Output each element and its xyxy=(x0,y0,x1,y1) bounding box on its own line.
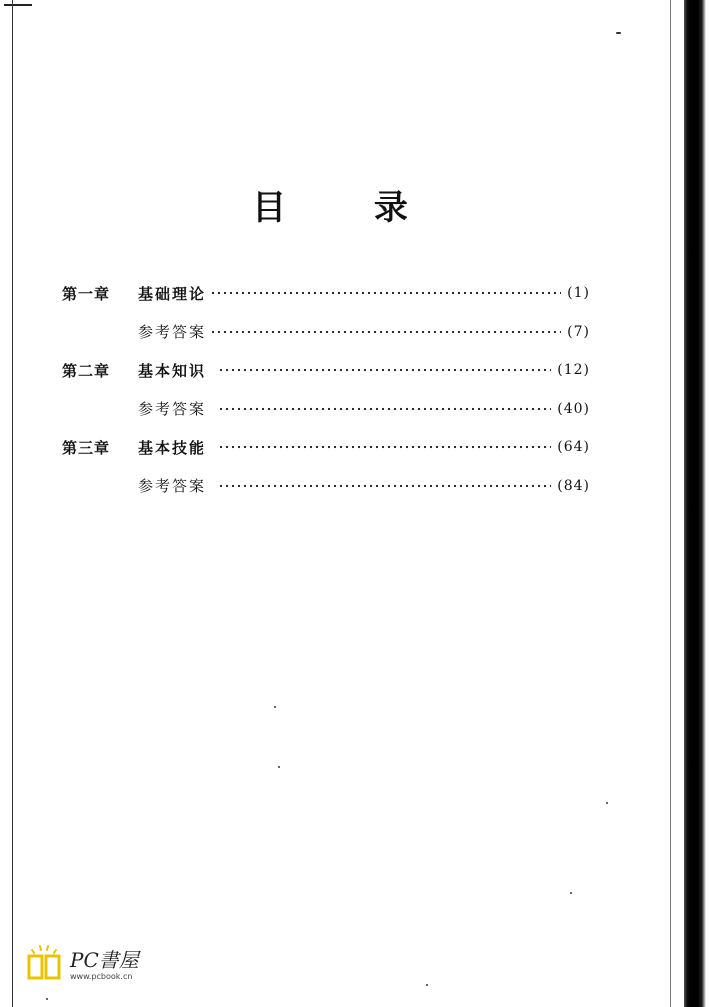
toc-entry[interactable] xyxy=(62,467,590,506)
dot-leader xyxy=(218,479,551,493)
scan-speck xyxy=(426,984,428,986)
dot-leader xyxy=(218,363,551,377)
chapter-number: 第二章 xyxy=(62,361,111,380)
page-number: (84) xyxy=(557,477,590,494)
scan-speck xyxy=(570,892,572,894)
page-number: (7) xyxy=(567,323,590,340)
watermark-brand: PC書屋 xyxy=(70,948,139,972)
page-number: (1) xyxy=(567,285,590,302)
entry-title: 基本知识 xyxy=(138,361,207,380)
dot-leader xyxy=(210,325,561,339)
scan-speck xyxy=(278,766,280,768)
chapter-number: 第一章 xyxy=(62,284,111,303)
table-of-contents xyxy=(62,274,590,505)
chapter-number: 第三章 xyxy=(62,438,111,457)
toc-entry[interactable] xyxy=(62,274,590,313)
toc-entry[interactable] xyxy=(62,351,590,390)
entry-title: 参考答案 xyxy=(138,323,207,342)
scan-right-border xyxy=(684,0,710,1007)
dot-leader xyxy=(218,402,551,416)
toc-entry[interactable] xyxy=(62,313,590,352)
dot-leader xyxy=(210,286,561,300)
dot-leader xyxy=(218,440,551,454)
scan-speck xyxy=(616,32,621,34)
entry-title: 参考答案 xyxy=(138,477,207,496)
entry-title: 基本技能 xyxy=(138,438,207,457)
scan-edge-mark xyxy=(4,4,32,6)
watermark-url: www.pcbook.cn xyxy=(70,972,133,981)
scan-speck xyxy=(274,706,276,708)
scan-speck xyxy=(606,802,608,804)
scan-right-rule xyxy=(670,0,671,1007)
scan-speck xyxy=(46,998,48,1000)
page-number: (40) xyxy=(557,400,590,417)
entry-title: 参考答案 xyxy=(138,400,207,419)
page-number: (64) xyxy=(557,439,590,456)
book-icon xyxy=(26,944,62,980)
toc-entry[interactable] xyxy=(62,390,590,429)
page-number: (12) xyxy=(557,362,590,379)
scan-left-border xyxy=(12,0,13,1007)
watermark-logo xyxy=(26,940,156,990)
toc-entry[interactable] xyxy=(62,428,590,467)
page-title: 目 录 xyxy=(252,188,446,228)
entry-title: 基础理论 xyxy=(138,284,207,303)
